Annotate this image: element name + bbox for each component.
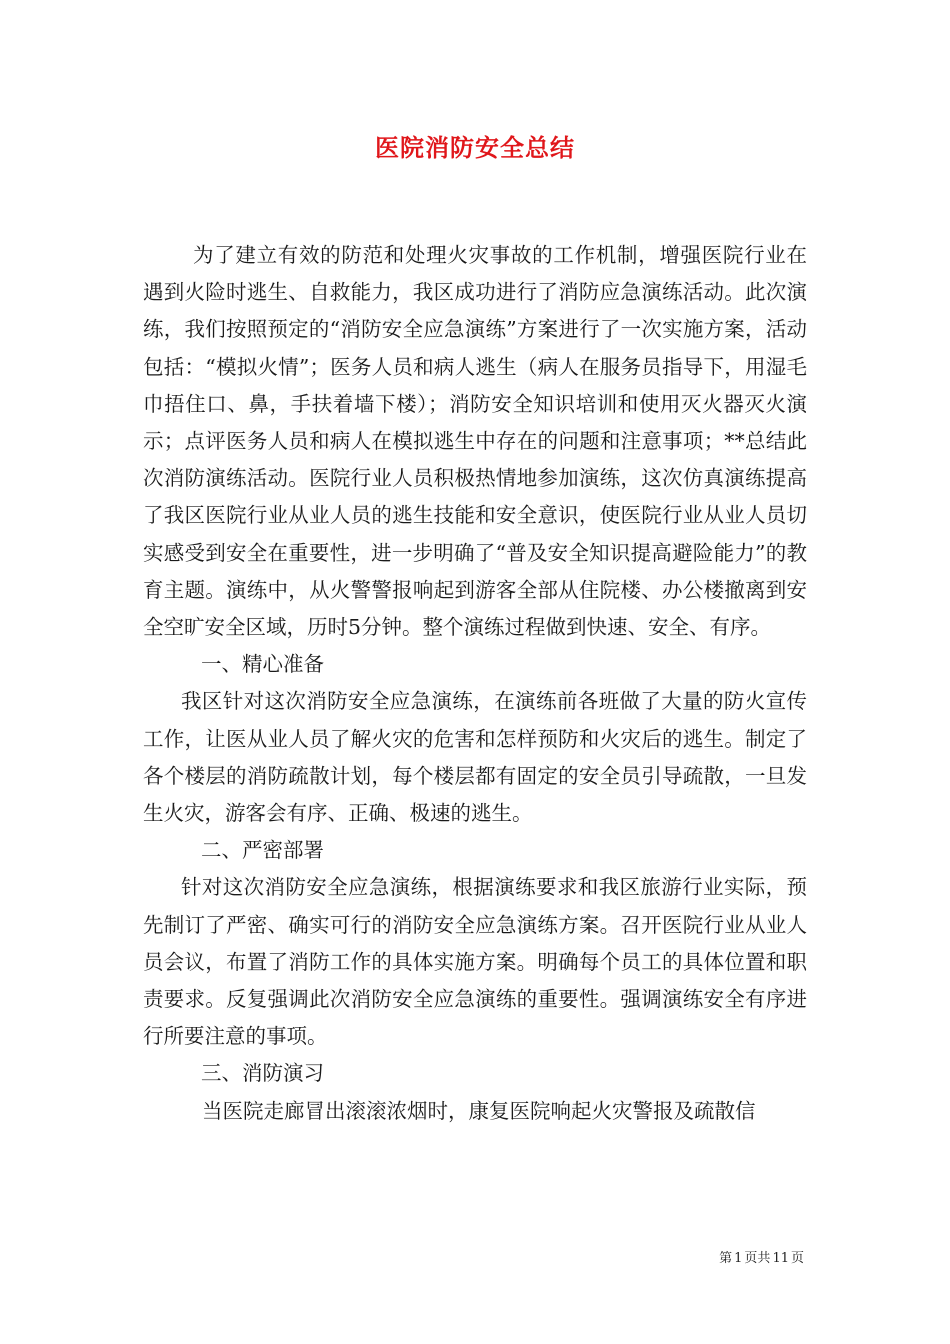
section-heading-drill: 三、消防演习 bbox=[201, 1061, 324, 1086]
section-paragraph-drill: 当医院走廊冒出滚滚浓烟时，康复医院响起火灾警报及疏散信 bbox=[202, 1098, 756, 1123]
footer-total-pages: 11 bbox=[772, 1251, 789, 1266]
footer-middle: 页共 bbox=[744, 1251, 771, 1266]
footer-suffix: 页 bbox=[790, 1251, 804, 1266]
section-heading-preparation: 一、精心准备 bbox=[201, 652, 324, 677]
section-paragraph-deployment: 针对这次消防安全应急演练，根据演练要求和我区旅游行业实际，预先制订了严密、确实可行的消防安全应急演练方案。召开医院行业从业人员会议，布置了消防工作的具体实施方案。明确每个员工的具体位置和职责要求。反复强调此次消防安全应急演练的重要性。强调演练安全有序进行所要注意的事项。 bbox=[143, 875, 807, 1049]
footer-current-page: 1 bbox=[734, 1251, 743, 1266]
document-title: 医院消防安全总结 bbox=[375, 133, 575, 162]
footer-prefix: 第 bbox=[719, 1251, 733, 1266]
section-heading-deployment: 二、严密部署 bbox=[201, 838, 324, 863]
section-paragraph-preparation: 我区针对这次消防安全应急演练，在演练前各班做了大量的防火宣传工作，让医从业人员了解火灾的危害和怎样预防和火灾后的逃生。制定了各个楼层的消防疏散计划，每个楼层都有固定的安全员引导疏散，一旦发生火灾，游客会有序、正确、极速的逃生。 bbox=[143, 689, 807, 826]
document-body bbox=[143, 237, 807, 1130]
intro-paragraph: 为了建立有效的防范和处理火灾事故的工作机制，增强医院行业在遇到火险时逃生、自救能力，我区成功进行了消防应急演练活动。此次演练，我们按照预定的“消防安全应急演练”方案进行了一次实施方案，活动包括：“模拟火情”；医务人员和病人逃生（病人在服务员指导下，用湿毛巾捂住口、鼻，手扶着墙下楼）；消防安全知识培训和使用灭火器灭火演示；点评医务人员和病人在模拟逃生中存在的问题和注意事项；**总结此次消防演练活动。医院行业人员积极热情地参加演练，这次仿真演练提高了我区医院行业从业人员的逃生技能和安全意识，使医院行业从业人员切实感受到安全在重要性，进一步明确了“普及安全知识提高避险能力”的教育主题。演练中，从火警警报响起到游客全部从住院楼、办公楼撤离到安全空旷安全区域，历时5分钟。整个演练过程做到快速、安全、有序。 bbox=[143, 243, 807, 640]
page-number-footer bbox=[718, 1247, 805, 1266]
